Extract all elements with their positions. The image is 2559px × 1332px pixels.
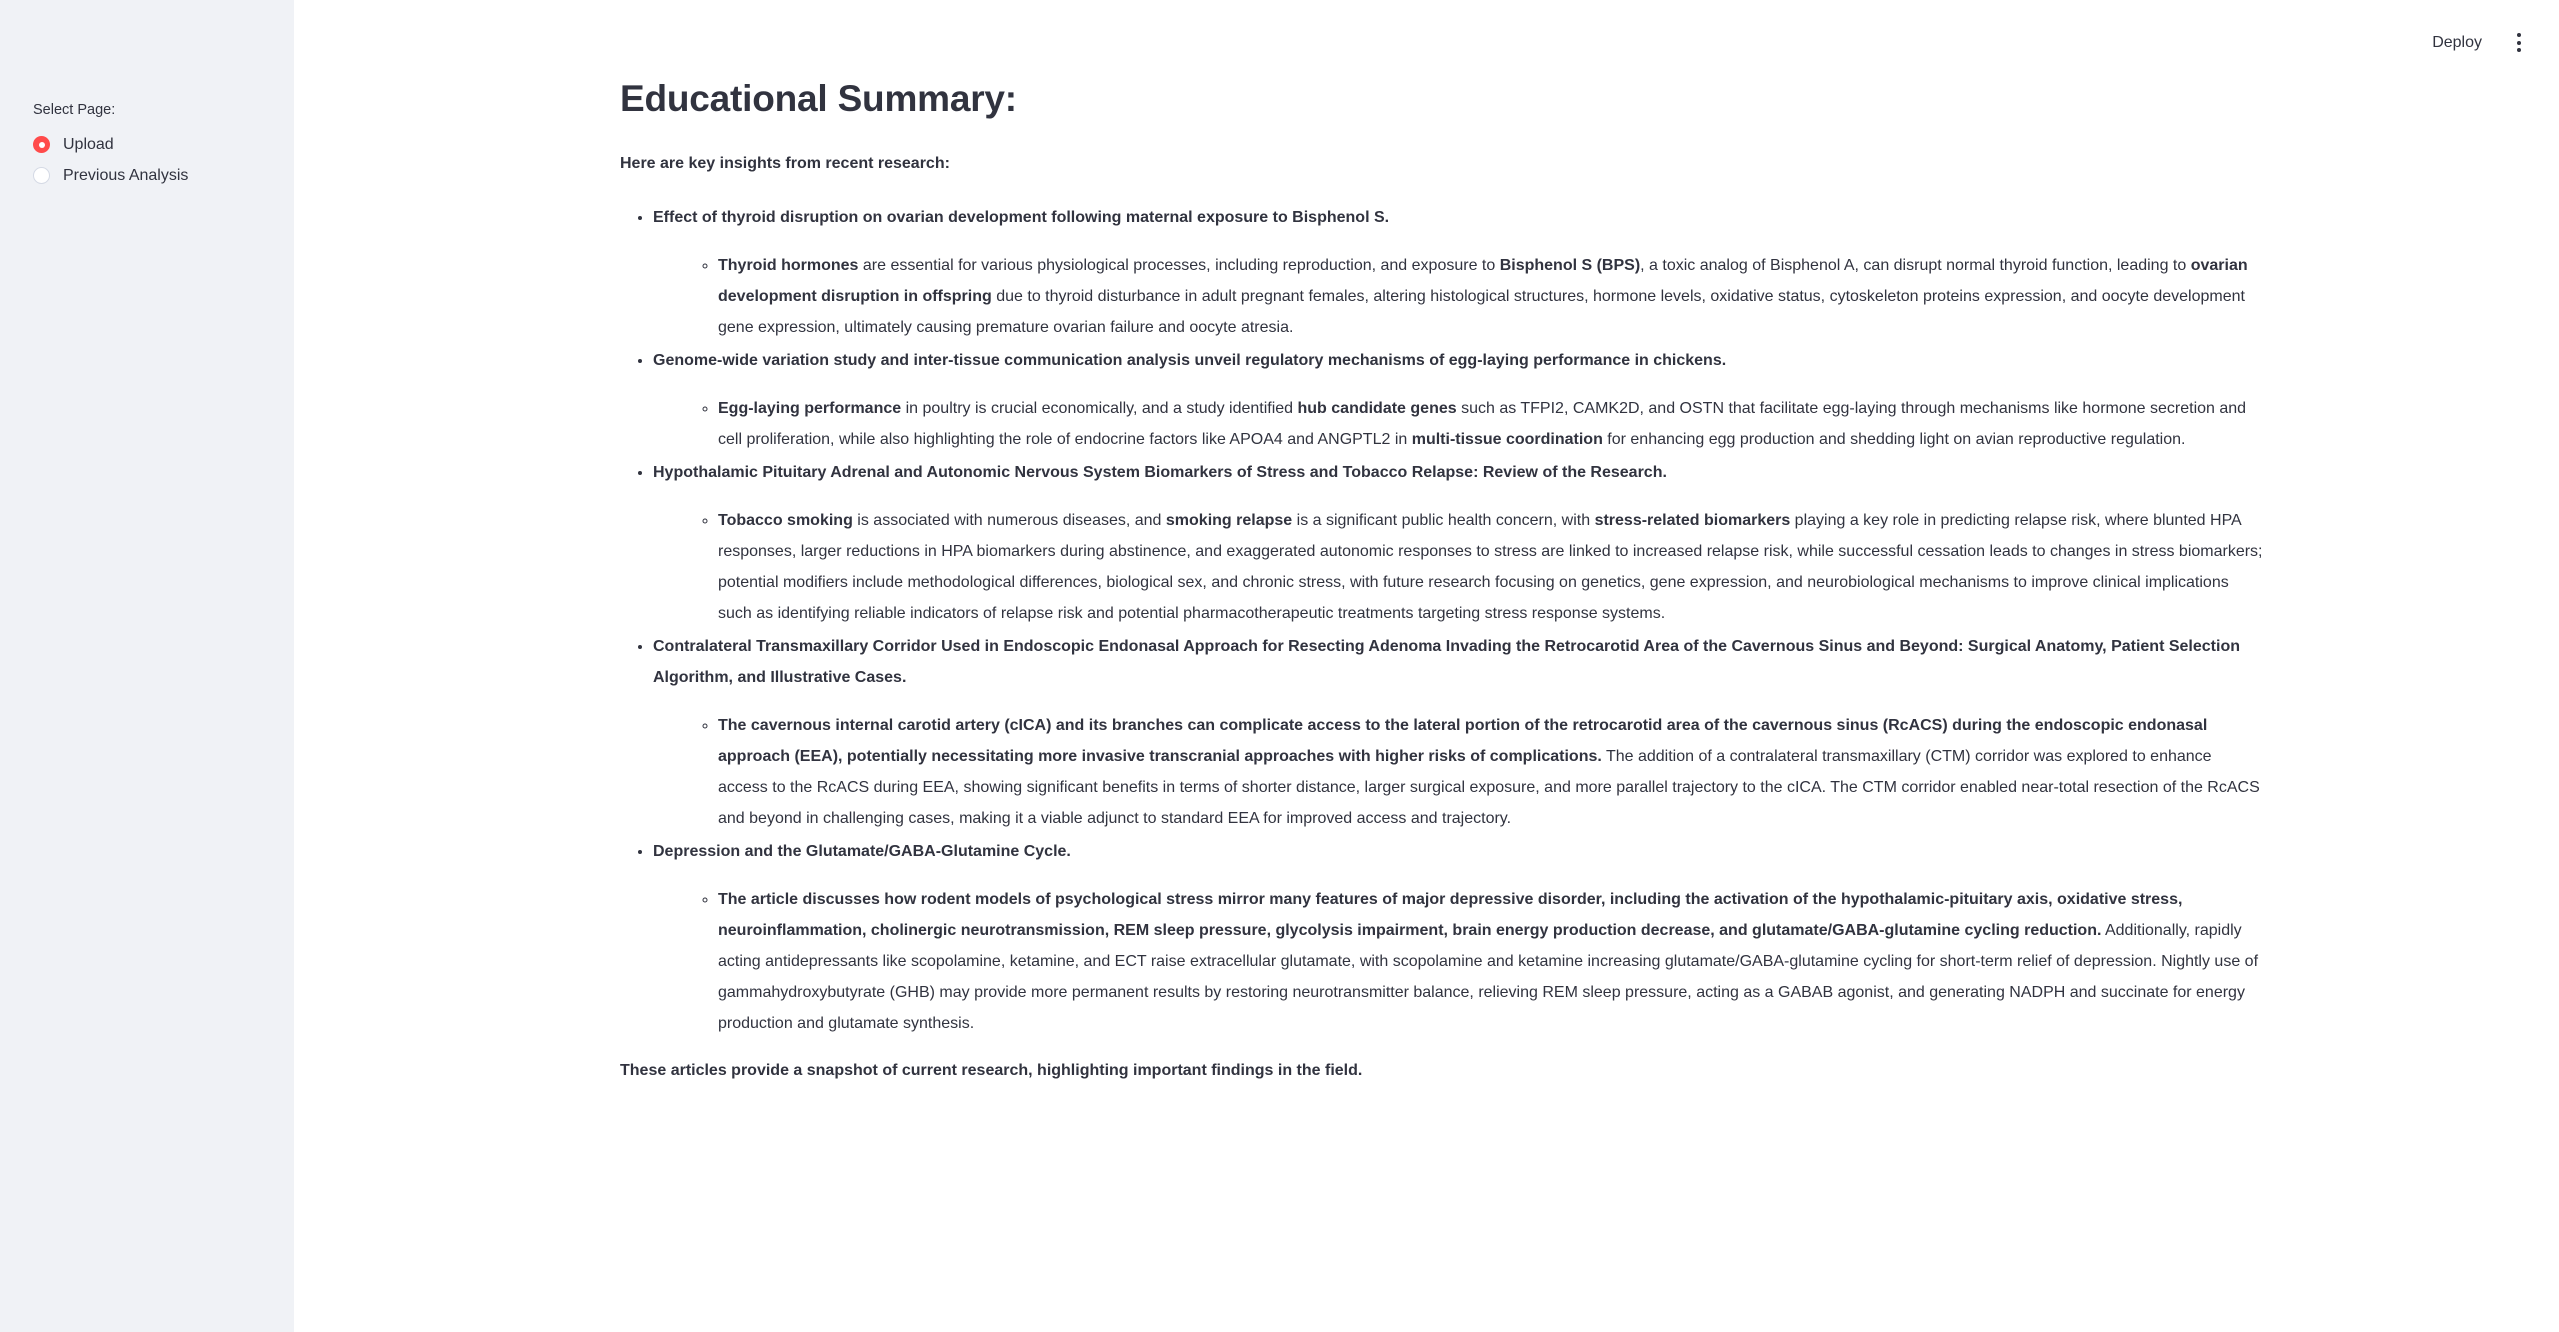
bullet-title: Hypothalamic Pituitary Adrenal and Autonomic Nervous System Biomarkers of Stress and Tobacco Relapse: Review of the Research. — [653, 464, 1667, 481]
bullet-title: Contralateral Transmaxillary Corridor Used in Endoscopic Endonasal Approach for Resecting Adenoma Invading the Retrocarotid Area of the Cavernous Sinus and Beyond: Surgical Anatomy, Patient Selection Algorithm, and Illustrative Cases. — [653, 638, 2240, 686]
radio-option-label: Upload — [63, 135, 114, 153]
bullet-sublist — [653, 710, 2265, 834]
bullet-sublist — [653, 884, 2265, 1039]
bullet-title: Genome-wide variation study and inter-tissue communication analysis unveil regulatory mechanisms of egg-laying performance in chickens. — [653, 352, 1727, 369]
closing-note: These articles provide a snapshot of current research, highlighting important findings in the field. — [620, 1062, 1363, 1079]
intro-text: Here are key insights from recent research: — [620, 155, 950, 172]
bullet-detail: ◦ The article discusses how rodent models of psychological stress mirror many features of major depressive disorder, including the activation of the hypothalamic-pituitary axis, oxidative stress, neuroinflammation, cholinergic neurotransmission, REM sleep pressure, glycolysis impairment, brain energy production decrease, and glutamate/GABA-glutamine cycling reduction. Additionally, rapidly acting antidepressants like scopolamine, ketamine, and ECT raise extracellular glutamate, with scopolamine and ketamine increasing glutamate/GABA-glutamine cycling for short-term relief of depression. Nightly use of gammahydroxybutyrate (GHB) may provide more permanent results by restoring neurotransmitter balance, relieving REM sleep pressure, acting as a GABAB agonist, and generating NADPH and succinate for energy production and glutamate synthesis. — [718, 884, 2265, 1039]
bullet-detail: ◦ Thyroid hormones are essential for various physiological processes, including reproduction, and exposure to Bisphenol S (BPS), a toxic analog of Bisphenol A, can disrupt normal thyroid function, leading to ovarian development disruption in offspring due to thyroid disturbance in adult pregnant females, altering histological structures, hormone levels, oxidative status, cytoskeleton proteins expression, and oocyte development gene expression, ultimately causing premature ovarian failure and oocyte atresia. — [718, 250, 2265, 343]
radio-selected-icon[interactable] — [33, 136, 50, 153]
radio-option-previous-analysis[interactable] — [33, 160, 274, 191]
radio-unselected-icon[interactable] — [33, 167, 50, 184]
bullet-sublist — [653, 393, 2265, 455]
radio-option-label: Previous Analysis — [63, 166, 189, 184]
radio-option-upload[interactable] — [33, 129, 274, 160]
summary-bullet — [653, 202, 2265, 343]
summary-list — [620, 202, 2265, 1039]
app-toolbar — [2432, 31, 2523, 54]
summary-bullet — [653, 836, 2265, 1039]
page-title: Educational Summary: — [620, 78, 1017, 119]
page-radio-group — [33, 129, 274, 191]
bullet-sublist — [653, 505, 2265, 629]
summary-bullet — [653, 457, 2265, 629]
bullet-detail: ◦ Tobacco smoking is associated with numerous diseases, and smoking relapse is a significant public health concern, with stress-related biomarkers playing a key role in predicting relapse risk, where blunted HPA responses, larger reductions in HPA biomarkers during abstinence, and exaggerated autonomic responses to stress are linked to increased relapse risk, while successful cessation leads to changes in stress biomarkers; potential modifiers include methodological differences, biological sex, and chronic stress, with future research focusing on genetics, gene expression, and neurobiological mechanisms to improve clinical implications such as identifying reliable indicators of relapse risk and potential pharmacotherapeutic treatments targeting stress response systems. — [718, 505, 2265, 629]
summary-bullet — [653, 345, 2265, 455]
bullet-sublist — [653, 250, 2265, 343]
kebab-menu-icon[interactable] — [2515, 31, 2523, 54]
bullet-title: Effect of thyroid disruption on ovarian development following maternal exposure to Bisphenol S. — [653, 209, 1390, 226]
select-page-label: Select Page: — [33, 102, 116, 118]
bullet-detail: ◦ The cavernous internal carotid artery (cICA) and its branches can complicate access to the lateral portion of the retrocarotid area of the cavernous sinus (RcACS) during the endoscopic endonasal approach (EEA), potentially necessitating more invasive transcranial approaches with higher risks of complications. The addition of a contralateral transmaxillary (CTM) corridor was explored to enhance access to the RcACS during EEA, showing significant benefits in terms of shorter distance, larger surgical exposure, and more parallel trajectory to the cICA. The CTM corridor enabled near-total resection of the RcACS and beyond in challenging cases, making it a viable adjunct to standard EEA for improved access and trajectory. — [718, 710, 2265, 834]
bullet-title: Depression and the Glutamate/GABA-Glutamine Cycle. — [653, 843, 1071, 860]
sidebar-content — [0, 0, 294, 191]
bullet-detail: ◦ Egg-laying performance in poultry is crucial economically, and a study identified hub candidate genes such as TFPI2, CAMK2D, and OSTN that facilitate egg-laying through mechanisms like hormone secretion and cell proliferation, while also highlighting the role of endocrine factors like APOA4 and ANGPTL2 in multi-tissue coordination for enhancing egg production and shedding light on avian reproductive regulation. — [718, 393, 2265, 455]
summary-bullet — [653, 631, 2265, 834]
main-content — [620, 0, 2265, 1086]
deploy-button[interactable]: Deploy — [2432, 33, 2482, 51]
sidebar — [0, 0, 294, 1332]
